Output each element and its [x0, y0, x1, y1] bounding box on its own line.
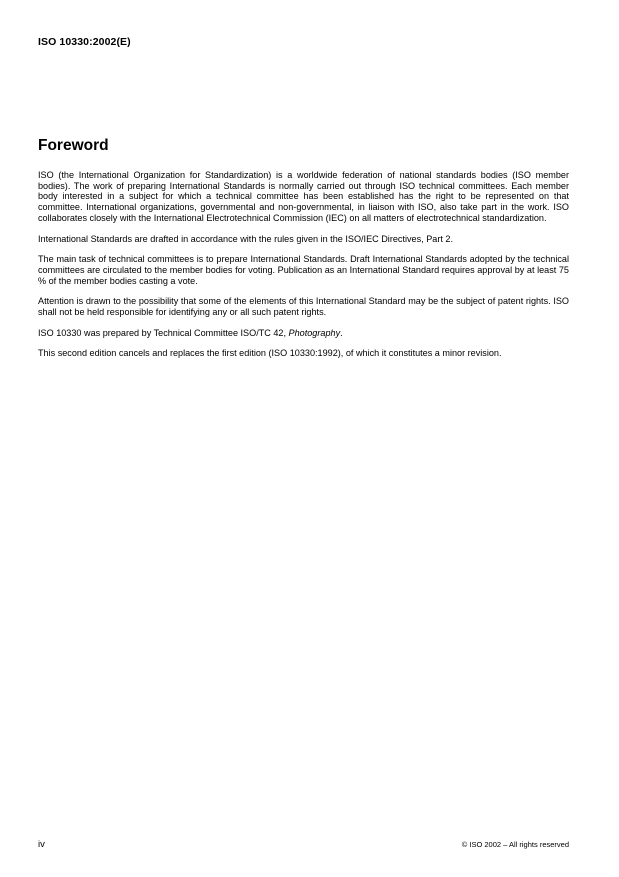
prepared-by-text: ISO 10330 was prepared by Technical Committee ISO/TC 42,	[38, 327, 289, 338]
paragraph-directives: International Standards are drafted in accordance with the rules given in the ISO/IEC Directives, Part 2.	[38, 233, 453, 244]
paragraph-iso-federation: ISO (the International Organization for Standardization) is a worldwide federation of national standards bodies (ISO member bodies). The work of preparing International Standards is normally carried out through ISO technical committees. Each member body interested in a subject for which a technical committee has been established has the right to be represented on that committee. International organizations, governmental and non-governmental, in liaison with ISO, also take part in the work. ISO collaborates closely with the International Electrotechnical Commission (IEC) on all matters of electrotechnical standardization.	[38, 170, 569, 223]
prepared-by-suffix: .	[340, 327, 343, 338]
document-id-header: ISO 10330:2002(E)	[38, 36, 131, 48]
paragraph-edition: This second edition cancels and replaces the first edition (ISO 10330:1992), of which it constitutes a minor revision.	[38, 348, 502, 359]
paragraph-technical-committees: The main task of technical committees is to prepare International Standards. Draft International Standards adopted by the technical committees are circulated to the member bodies for voting. Publication as an International Standard requires approval by at least 75 % of the member bodies casting a vote.	[38, 254, 569, 286]
paragraph-prepared-by	[38, 328, 569, 339]
page-number: iv	[38, 839, 45, 850]
committee-title: Photography	[288, 327, 341, 338]
copyright-notice: © ISO 2002 – All rights reserved	[461, 840, 569, 849]
paragraph-patent-rights: Attention is drawn to the possibility that some of the elements of this International Standard may be the subject of patent rights. ISO shall not be held responsible for identifying any or all such patent rights.	[38, 296, 569, 318]
foreword-heading: Foreword	[38, 137, 109, 154]
foreword-body	[38, 170, 569, 359]
